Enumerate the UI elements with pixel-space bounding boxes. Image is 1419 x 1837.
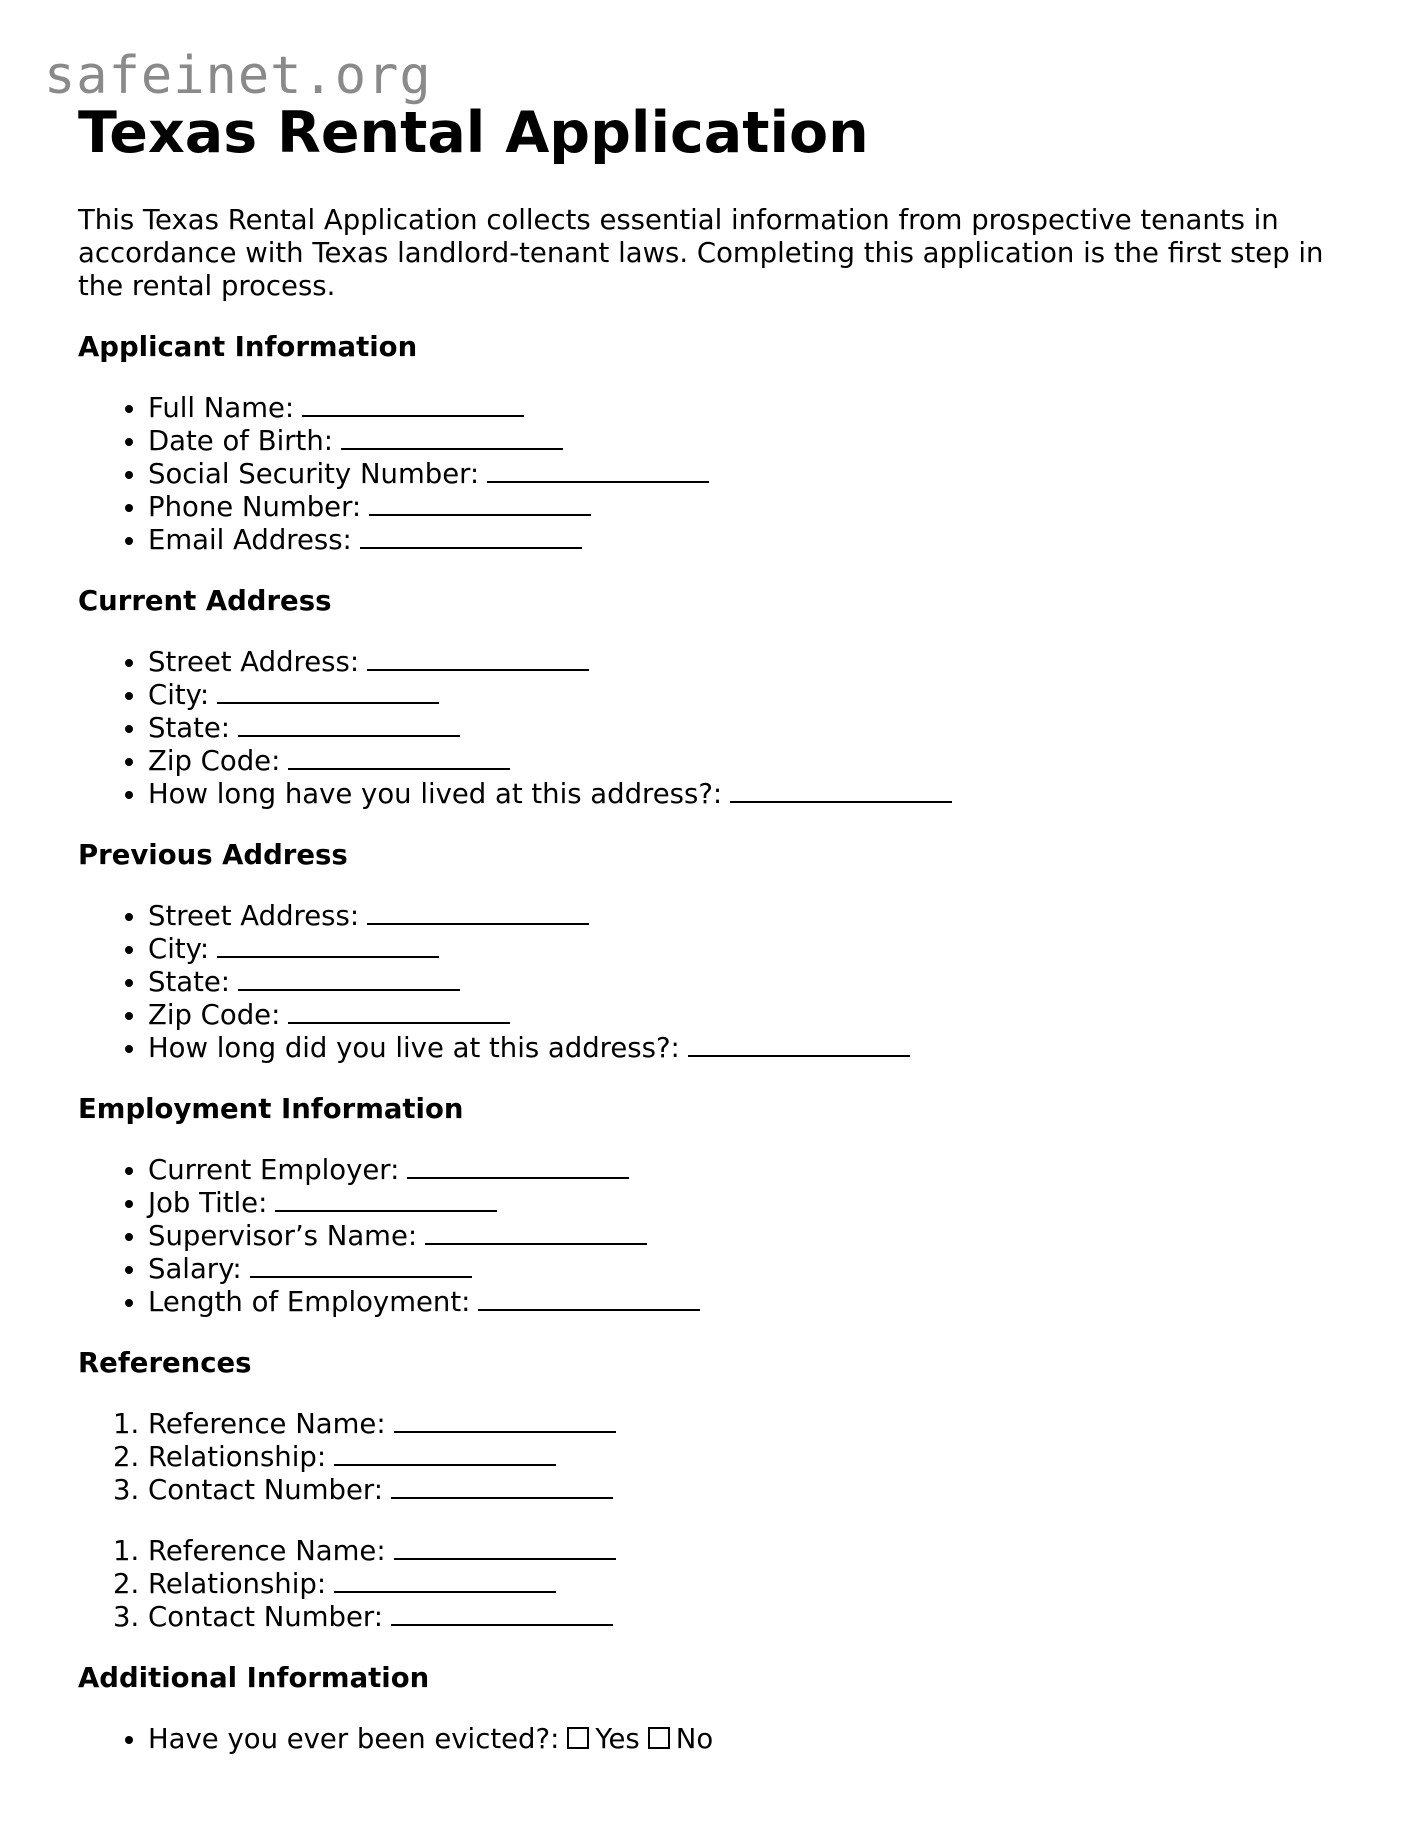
field-evicted: • Have you ever been evicted?: Yes No bbox=[148, 1723, 1348, 1756]
full-name-blank[interactable] bbox=[302, 393, 524, 417]
ssn-blank[interactable] bbox=[487, 459, 709, 483]
field-previous-street: • Street Address: bbox=[148, 900, 1348, 933]
current-street-blank[interactable] bbox=[367, 647, 589, 671]
section-heading-references: References bbox=[78, 1347, 252, 1379]
section-heading-previous-address: Previous Address bbox=[78, 839, 348, 871]
email-blank[interactable] bbox=[360, 525, 582, 549]
watermark-text: safeinet.org bbox=[44, 46, 432, 106]
ref2-name-blank[interactable] bbox=[394, 1536, 616, 1560]
intro-paragraph: This Texas Rental Application collects essential information from prospective tenants in accordance with Texas landlord-tenant laws. Completing this application is the first step in the rental process. bbox=[78, 204, 1324, 302]
current-state-blank[interactable] bbox=[238, 713, 460, 737]
current-city-blank[interactable] bbox=[217, 680, 439, 704]
current-zip-blank[interactable] bbox=[288, 746, 510, 770]
supervisor-blank[interactable] bbox=[425, 1221, 647, 1245]
field-current-street: • Street Address: bbox=[148, 646, 1348, 679]
document-body bbox=[78, 94, 1348, 1784]
previous-duration-blank[interactable] bbox=[688, 1033, 910, 1057]
previous-street-blank[interactable] bbox=[367, 901, 589, 925]
field-previous-state: • State: bbox=[148, 966, 1348, 999]
employment-fields bbox=[78, 1154, 1348, 1319]
section-heading-current-address: Current Address bbox=[78, 585, 332, 617]
field-ref2-relationship: 2. Relationship: bbox=[148, 1568, 1348, 1601]
previous-state-blank[interactable] bbox=[238, 967, 460, 991]
current-duration-blank[interactable] bbox=[730, 779, 952, 803]
field-current-state: • State: bbox=[148, 712, 1348, 745]
reference-2-fields bbox=[78, 1535, 1348, 1634]
field-current-duration: • How long have you lived at this address?: bbox=[148, 778, 1348, 811]
ref1-name-blank[interactable] bbox=[394, 1409, 616, 1433]
reference-1-fields bbox=[78, 1408, 1348, 1507]
field-ref1-contact: 3. Contact Number: bbox=[148, 1474, 1348, 1507]
previous-address-fields bbox=[78, 900, 1348, 1065]
field-job-title: • Job Title: bbox=[148, 1187, 1348, 1220]
ref1-relationship-blank[interactable] bbox=[334, 1442, 556, 1466]
field-current-zip: • Zip Code: bbox=[148, 745, 1348, 778]
section-heading-employment: Employment Information bbox=[78, 1093, 464, 1125]
page-title: Texas Rental Application bbox=[78, 100, 869, 166]
field-previous-duration: • How long did you live at this address?: bbox=[148, 1032, 1348, 1065]
section-heading-applicant: Applicant Information bbox=[78, 331, 418, 363]
salary-blank[interactable] bbox=[250, 1254, 472, 1278]
field-current-city: • City: bbox=[148, 679, 1348, 712]
ref2-relationship-blank[interactable] bbox=[334, 1569, 556, 1593]
applicant-fields bbox=[78, 392, 1348, 557]
field-date-of-birth: • Date of Birth: bbox=[148, 425, 1348, 458]
field-ref2-name: 1. Reference Name: bbox=[148, 1535, 1348, 1568]
ref2-contact-blank[interactable] bbox=[391, 1602, 613, 1626]
field-ref1-name: 1. Reference Name: bbox=[148, 1408, 1348, 1441]
evicted-no-checkbox[interactable] bbox=[648, 1727, 670, 1749]
field-previous-city: • City: bbox=[148, 933, 1348, 966]
evicted-yes-label: Yes bbox=[595, 1723, 640, 1755]
section-heading-additional: Additional Information bbox=[78, 1662, 430, 1694]
field-previous-zip: • Zip Code: bbox=[148, 999, 1348, 1032]
field-ref1-relationship: 2. Relationship: bbox=[148, 1441, 1348, 1474]
evicted-yes-checkbox[interactable] bbox=[567, 1727, 589, 1749]
current-employer-blank[interactable] bbox=[407, 1155, 629, 1179]
field-ssn: • Social Security Number: bbox=[148, 458, 1348, 491]
field-supervisor: • Supervisor’s Name: bbox=[148, 1220, 1348, 1253]
ref1-contact-blank[interactable] bbox=[391, 1475, 613, 1499]
field-email: • Email Address: bbox=[148, 524, 1348, 557]
field-salary: • Salary: bbox=[148, 1253, 1348, 1286]
additional-fields bbox=[78, 1723, 1348, 1756]
field-full-name: • Full Name: bbox=[148, 392, 1348, 425]
field-employment-length: • Length of Employment: bbox=[148, 1286, 1348, 1319]
current-address-fields bbox=[78, 646, 1348, 811]
date-of-birth-blank[interactable] bbox=[341, 426, 563, 450]
field-phone: • Phone Number: bbox=[148, 491, 1348, 524]
previous-city-blank[interactable] bbox=[217, 934, 439, 958]
field-ref2-contact: 3. Contact Number: bbox=[148, 1601, 1348, 1634]
phone-blank[interactable] bbox=[369, 492, 591, 516]
previous-zip-blank[interactable] bbox=[288, 1000, 510, 1024]
job-title-blank[interactable] bbox=[275, 1188, 497, 1212]
evicted-no-label: No bbox=[675, 1723, 714, 1755]
field-current-employer: • Current Employer: bbox=[148, 1154, 1348, 1187]
employment-length-blank[interactable] bbox=[478, 1287, 700, 1311]
